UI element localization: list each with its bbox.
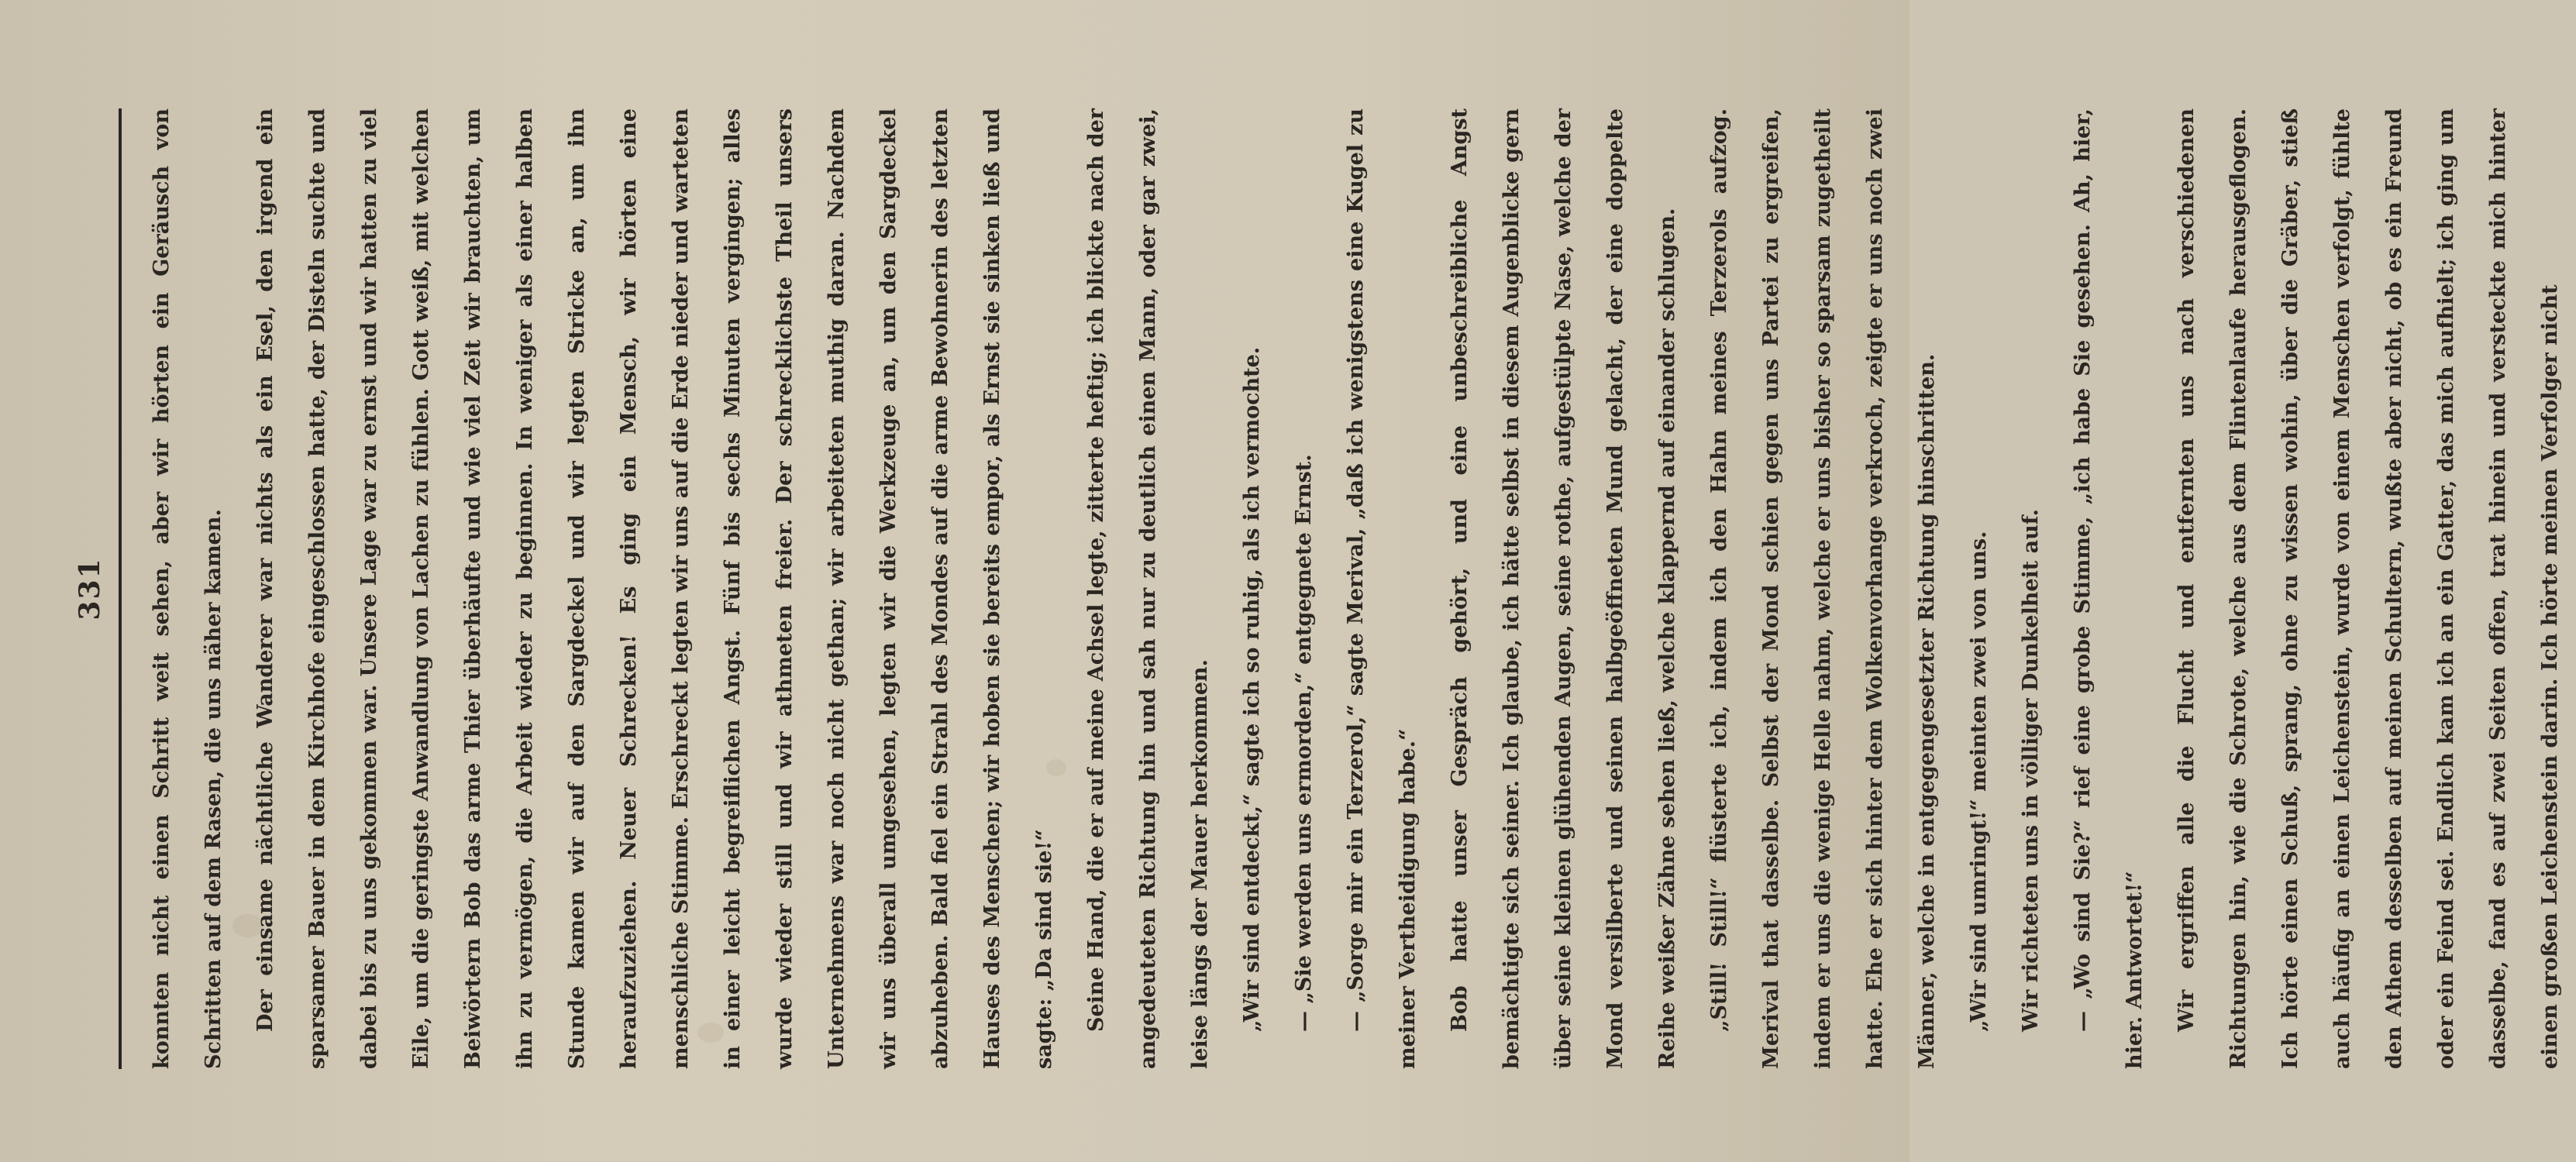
paragraph: „Wir sind entdeckt,“ sagte ich so ruhig, als ich vermochte. <box>1240 346 1264 1032</box>
body-text <box>136 108 2576 1069</box>
paragraph: konnten nicht einen Schritt weit sehen, aber wir hörten ein Geräusch von Schritten auf dem Rasen, die uns näher kamen. <box>150 108 226 1069</box>
paragraph: Seine Hand, die er auf meine Achsel legte, zitterte heftig; ich blickte nach der angedeuteten Richtung hin und sah nur zu deutlich einen Mann, oder gar zwei, leise längs der Mauer herkommen. <box>1084 108 1212 1069</box>
paragraph: „Still! Still!“ flüsterte ich, indem ich den Hahn meines Terzerols aufzog. Merival that dasselbe. Selbst der Mond schien gegen uns Partei zu ergreifen, indem er uns die wenige Helle nahm, welche er uns bisher so sparsam zugetheilt hatte. Ehe er sich hinter dem Wolkenvorhange verkroch, zeigte er uns noch zwei Männer, welche in entgegengesetzter Richtung hinschritten. <box>1707 108 1939 1069</box>
paragraph: Bob hatte unser Gespräch gehört, und eine unbeschreibliche Angst bemächtigte sich seiner. Ich glaube, ich hätte selbst in diesem Augenblicke gern über seine kleinen glühenden Augen, seine rothe, aufgestülpte Nase, welche der Mond versilberte und seinen halbgeöffneten Mund gelacht, der eine doppelte Reihe weißer Zähne sehen ließ, welche klappernd auf einander schlugen. <box>1448 108 1679 1069</box>
paragraph: — „Sorge mir ein Terzerol,“ sagte Merival, „daß ich wenigstens eine Kugel zu meiner Vertheidigung habe.“ <box>1344 108 1420 1069</box>
paragraph: „Wir sind umringt!“ meinten zwei von uns. <box>1967 531 1991 1032</box>
page-number: 331 <box>74 557 106 621</box>
header-rule <box>119 108 122 1069</box>
paragraph: — „Sie werden uns ermorden,“ entgegnete Ernst. <box>1292 454 1316 1032</box>
paragraph: — „Wo sind Sie?“ rief eine grobe Stimme, „ich habe Sie gesehen. Ah, hier, hier. Antwortet!“ <box>2071 108 2147 1069</box>
paragraph: Wir ergriffen alle die Flucht und entfernten uns nach verschiedenen Richtungen hin, wie die Schrote, welche aus dem Flintenlaufe herausgeflogen. Ich hörte einen Schuß, sprang, ohne zu wissen wohin, über die Gräber, stieß auch häufig an einen Leichenstein, wurde von einem Menschen verfolgt, fühlte den Athem desselben auf meinen Schultern, wußte aber nicht, ob es ein Freund oder ein Feind sei. Endlich kam ich an ein Gatter, das mich aufhielt; ich ging um dasselbe, fand es auf zwei Seiten offen, trat hinein und versteckte mich hinter einen großen Leichenstein darin. Ich hörte meinen Verfolger nicht <box>2175 108 2562 1069</box>
paragraph: Wir richteten uns in völliger Dunkelheit auf. <box>2019 509 2043 1032</box>
paragraph: Der einsame nächtliche Wanderer war nichts als ein Esel, den irgend ein sparsamer Bauer in dem Kirchhofe eingeschlossen hatte, der Disteln suchte und dabei bis zu uns gekommen war. Unsere Lage war zu ernst und wir hatten zu viel Eile, um die geringste Anwandlung von Lachen zu fühlen. Gott weiß, mit welchen Beiwörtern Bob das arme Thier überhäufte und wie viel Zeit wir brauchten, um ihn zu vermögen, die Arbeit wieder zu beginnen. In weniger als einer halben Stunde kamen wir auf den Sargdeckel und wir legten Stricke an, um ihn heraufzuziehen. Neuer Schrecken! Es ging ein Mensch, wir hörten eine menschliche Stimme. Erschreckt legten wir uns auf die Erde nieder und warteten in einer leicht begreiflichen Angst. Fünf bis sechs Minuten vergingen; alles wurde wieder still und wir athmeten freier. Der schrecklichste Theil unsers Unternehmens war noch nicht gethan; wir arbeiteten muthig daran. Nachdem wir uns überall umgesehen, legten wir die Werkzeuge an, um den Sargdeckel abzuheben. Bald fiel ein Strahl des Mondes auf die arme Bewohnerin des letzten Hauses des Menschen; wir hoben sie bereits empor, als Ernst sie sinken ließ und sagte: „Da sind sie!“ <box>253 108 1056 1069</box>
text-block <box>74 108 2562 1069</box>
